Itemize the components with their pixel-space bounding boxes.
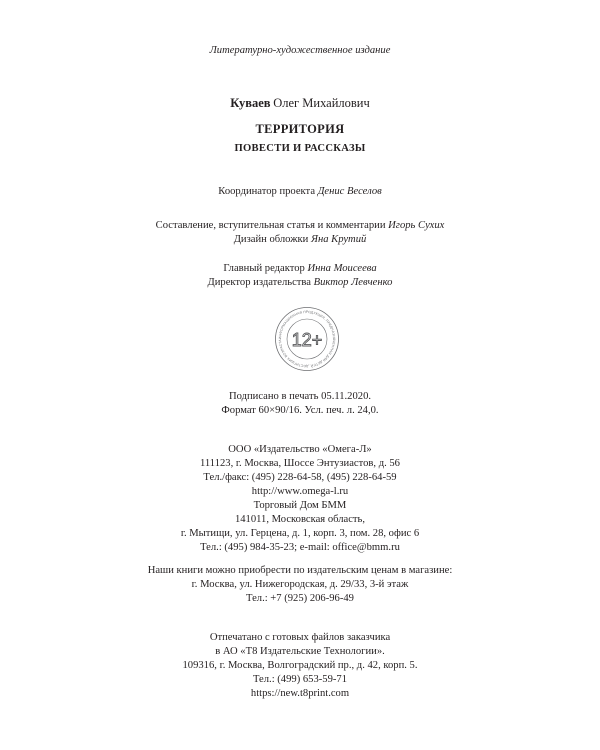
publisher-address: 111123, г. Москва, Шоссе Энтузиастов, д. 56 [200, 458, 400, 469]
credit-role: Дизайн обложки [233, 234, 309, 245]
author-first-names: Олег Михайлович [273, 96, 370, 110]
credit-name: Инна Моисеева [307, 263, 377, 274]
printer-address: 109316, г. Москва, Волгоградский пр., д. 42, корп. 5. [182, 660, 418, 671]
store-intro: Наши книги можно приобрести по издательским ценам в магазине: [147, 565, 453, 576]
printer-phone: Тел.: (499) 653-59-71 [252, 674, 348, 685]
publisher-website: http://www.omega-l.ru [251, 486, 349, 497]
credit-name: Игорь Сухих [388, 220, 445, 231]
edition-type: Литературно-художественное издание [209, 45, 391, 56]
book-title: ТЕРРИТОРИЯ [255, 122, 345, 136]
distributor-region: 141011, Московская область, [234, 514, 366, 525]
credit-name: Виктор Левченко [313, 277, 393, 288]
credit-coordinator [0, 185, 600, 198]
badge-rating-text: 12+ [291, 330, 323, 350]
printer-name: в АО «Т8 Издательские Технологии». [215, 646, 385, 657]
store-phone: Тел.: +7 (925) 206-96-49 [246, 593, 354, 604]
publisher-phone: Тел./факс: (495) 228-64-58, (495) 228-64-59 [203, 472, 397, 483]
credit-role: Составление, вступительная статья и комментарии [155, 220, 386, 231]
print-format: Формат 60×90/16. Усл. печ. л. 24,0. [221, 405, 379, 416]
publisher-name: ООО «Издательство «Омега-Л» [228, 444, 372, 455]
credit-director [0, 276, 600, 289]
author-line [0, 96, 600, 112]
credit-chief-editor [0, 262, 600, 275]
credit-compiler [0, 219, 600, 232]
badge-ring-text: ИНФОРМАЦИОННАЯ ПРОДУКЦИЯ, ПРЕДНАЗНАЧЕННАЯ ДЛЯ ДЕТЕЙ, ДОСТИГШИХ ВОЗРАСТА [277, 309, 337, 369]
credit-cover [0, 233, 600, 246]
author-last-name: Куваев [230, 96, 271, 110]
credit-role: Координатор проекта [218, 186, 316, 197]
credit-role: Главный редактор [223, 263, 305, 274]
credit-name: Яна Крутий [311, 234, 367, 245]
distributor-address: г. Мытищи, ул. Герцена, д. 1, корп. 3, пом. 28, офис 6 [180, 528, 420, 539]
printer-note: Отпечатано с готовых файлов заказчика [209, 632, 391, 643]
distributor-name: Торговый Дом БММ [253, 500, 347, 511]
book-subtitle: ПОВЕСТИ И РАССКАЗЫ [234, 143, 366, 154]
credit-name: Денис Веселов [317, 186, 382, 197]
printer-website: https://new.t8print.com [250, 688, 350, 699]
credit-role: Директор издательства [207, 277, 311, 288]
store-address: г. Москва, ул. Нижегородская, д. 29/33, 3-й этаж [191, 579, 409, 590]
distributor-contacts: Тел.: (495) 984-35-23; e-mail: office@bmm.ru [200, 542, 400, 553]
age-rating-badge [274, 306, 340, 372]
print-signed: Подписано в печать 05.11.2020. [228, 391, 372, 402]
